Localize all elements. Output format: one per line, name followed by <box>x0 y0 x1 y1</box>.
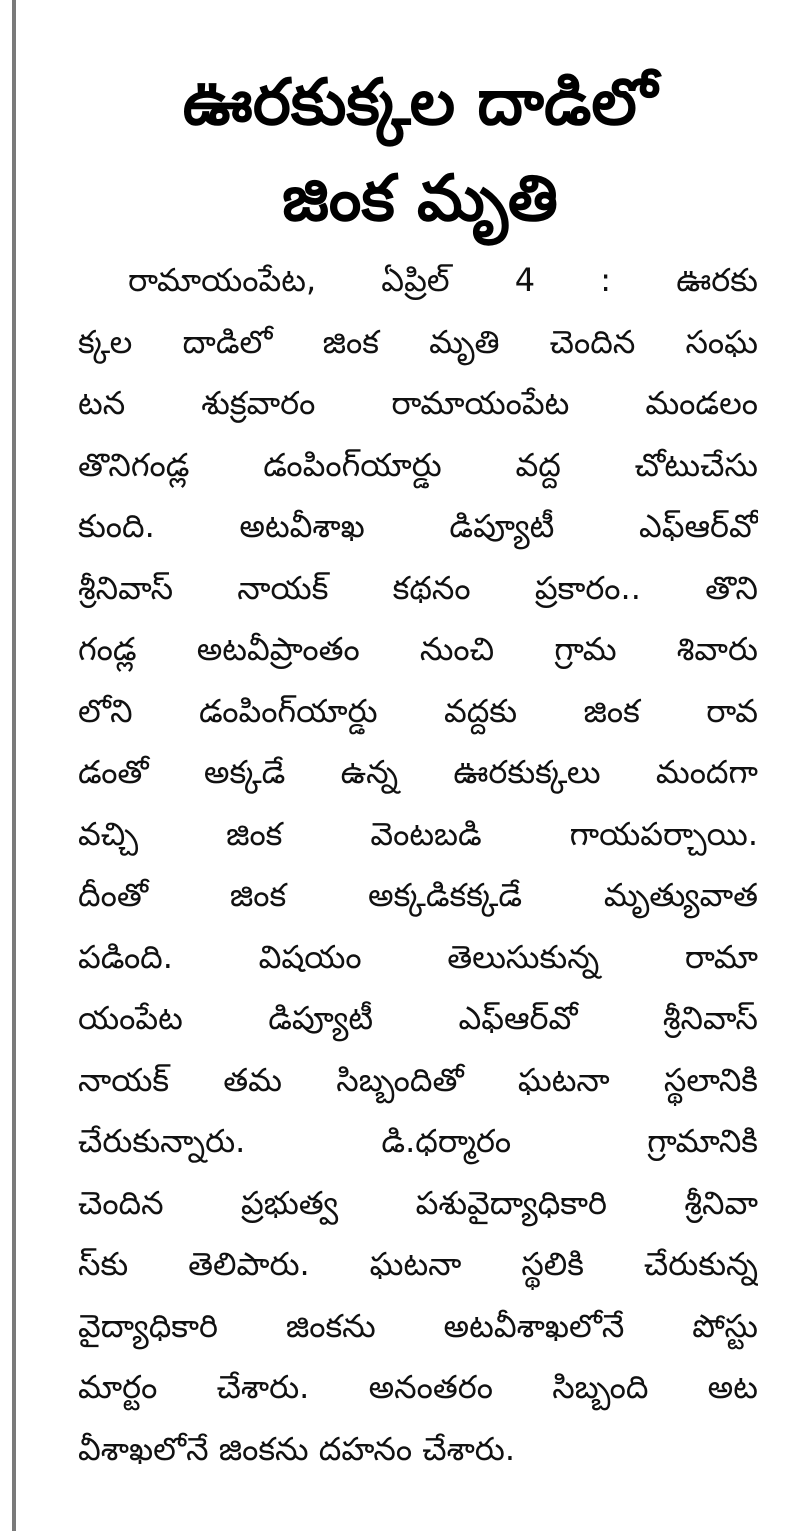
article-line: మార్టం చేశారు. అనంతరం సిబ్బంది అట <box>78 1368 758 1406</box>
article-line: నాయక్ తమ సిబ్బందితో ఘటనా స్థలానికి <box>78 1060 758 1099</box>
article-body <box>78 250 758 1480</box>
article-line: చేరుకున్నారు. డి.ధర్మారం గ్రామానికి <box>78 1122 758 1160</box>
article-line: రామాయంపేట, ఏప్రిల్ 4 : ఊరకు <box>128 261 758 299</box>
article-line: శ్రీనివాస్ నాయక్ కథనం ప్రకారం.. తొని <box>78 568 758 607</box>
article-line: టన శుక్రవారం రామాయంపేట మండలం <box>78 384 758 422</box>
article-line: క్కల దాడిలో జింక మృతి చెందిన సంఘ <box>78 322 758 361</box>
article-line: పడింది. విషయం తెలుసుకున్న రామా <box>78 937 758 976</box>
headline-line-1: ఊరకుక్కల దాడిలో <box>182 66 658 140</box>
article-line: చెందిన ప్రభుత్వ పశువైద్యాధికారి శ్రీనివా <box>78 1183 758 1222</box>
previous-article-fragment <box>70 0 770 12</box>
article-line: వచ్చి జింక వెంటబడి గాయపర్చాయి. <box>78 814 758 853</box>
headline <box>60 55 780 247</box>
headline-line-2: జింక మృతి <box>282 162 558 236</box>
article-line: గండ్ల అటవీప్రాంతం నుంచి గ్రామ శివారు <box>78 630 758 668</box>
article-line: కుంది. అటవీశాఖ డిప్యూటీ ఎఫ్‌ఆర్‌వో <box>78 507 758 545</box>
article-line: యంపేట డిప్యూటీ ఎఫ్‌ఆర్‌వో శ్రీనివాస్ <box>78 999 758 1037</box>
column-divider-rule <box>12 0 16 1531</box>
article-line: వైద్యాధికారి జింకను అటవీశాఖలోనే పోస్టు <box>78 1306 758 1345</box>
article-line: తొనిగండ్ల డంపింగ్‌యార్డు వద్ద చోటుచేసు <box>78 445 758 484</box>
article-line: డంతో అక్కడే ఉన్న ఊరకుక్కలు మందగా <box>78 753 758 791</box>
article-line: వీశాఖలోనే జింకను దహనం చేశారు. <box>78 1429 516 1468</box>
article-line: స్‌కు తెలిపారు. ఘటనా స్థలికి చేరుకున్న <box>78 1245 758 1283</box>
article-line: దీంతో జింక అక్కడికక్కడే మృత్యువాత <box>78 876 758 914</box>
article-line: లోని డంపింగ్‌యార్డు వద్దకు జింక రావ <box>78 691 758 730</box>
